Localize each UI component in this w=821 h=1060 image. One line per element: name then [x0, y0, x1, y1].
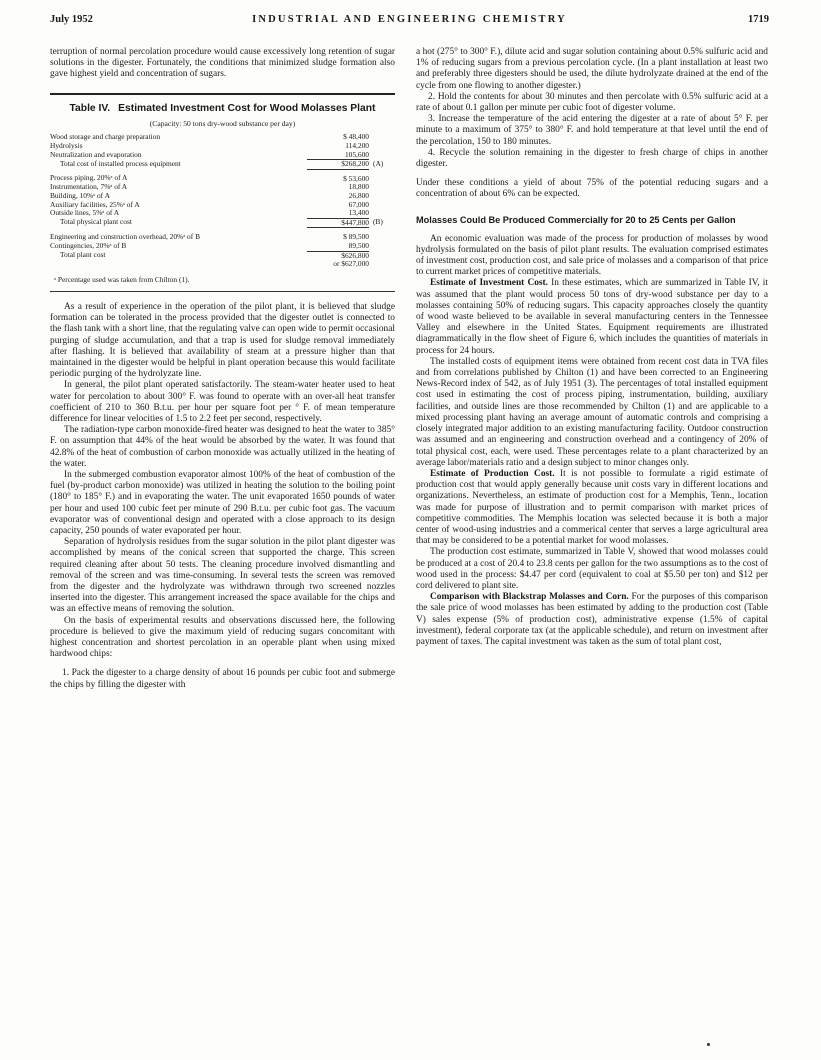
paragraph: As a result of experience in the operation of the pilot plant, it is believed that sludge formation can be tolerated in the process provided that the digester outlet is connected to the flash tank with a short line, that the regulating valve can open wide to permit occasional purging of sludge accumulation, and that a trap is used for sludge removal immediately after flashing. It is believed that availability of steam at a pressure higher than that maintained in the digester would be helpful in plant operation because this would facilitate periodic purging of the hydrolyzate line.	[50, 301, 395, 380]
table-iv	[50, 103, 395, 285]
run-in-heading: Comparison with Blackstrap Molasses and Corn.	[430, 592, 629, 603]
paragraph: The installed costs of equipment items were obtained from recent cost data in TVA files and from correlations published by Chilton (1) and have been corrected to an Engineering News-Record index of 542, as of July 1951 (3). The percentages of total installed equipment cost used in estimating the cost of process piping, instrumentation, building, auxiliary facilities, and outside lines are those recommended by Chilton (1) and are applicable to a mixed processing plant having an average amount of automatic controls and comprising a closely integrated major addition to an existing manufacturing facility. Outdoor construction was assumed and an engineering and construction overhead and a contingency of 20% of total physical cost, each, were used. These percentages relate to a plant characterized by an average labor/materials ratio and a design subject to minor changes only.	[416, 356, 768, 468]
table-row: or $627,000	[333, 259, 369, 269]
procedure-step: 1. Pack the digester to a charge density of about 16 pounds per cubic foot and submerge the chips by filling the digester with	[50, 668, 395, 690]
right-column	[416, 47, 768, 648]
issue-date: July 1952	[50, 14, 93, 25]
table-bottom-rule	[50, 291, 395, 292]
paragraph: The production cost estimate, summarized in Table V, showed that wood molasses could be produced at a cost of 20.4 to 23.8 cents per gallon for the two assumptions as to the cost of wood used in the process: $4.47 per cord (equivalent to coal at $5.50 per ton) and $12 per cord delivered to plant site.	[416, 547, 768, 591]
paragraph: Under these conditions a yield of about 75% of the potential reducing sugars and a concentration of about 6% can be expected.	[416, 178, 768, 200]
table-row: Total plant cost $626,800	[60, 250, 369, 260]
table-footnote: ᵃ Percentage used was taken from Chilton (1).	[54, 274, 190, 284]
paragraph: An economic evaluation was made of the process for production of molasses by wood hydrolysis formulated on the basis of pilot plant results. The evaluation comprised estimates of investment cost, production cost, and sale price of molasses and a comparison of that price to current market prices of competitive materials.	[416, 233, 768, 278]
run-in-heading: Estimate of Investment Cost.	[430, 278, 549, 289]
table-row: Contingencies, 20%ᵃ of B 89,500	[50, 240, 369, 250]
table-row: Auxiliary facilities, 25%ᵃ of A 67,000	[50, 199, 369, 209]
running-header	[50, 14, 769, 30]
left-column	[50, 47, 395, 691]
paragraph: In general, the pilot plant operated satisfactorily. The steam-water heater used to heat water for percolation to about 300° F. was found to operate with an over-all heat transfer coefficient of 210 to 360 B.t.u. per hour per square foot per ° F. of mean temperature difference for linear velocities of 1.5 to 2.2 feet per second, respectively.	[50, 380, 395, 424]
paragraph: Estimate of Production Cost. It is not possible to formulate a rigid estimate of production cost that would apply generally because unit costs vary in different locations and organizations. Nevertheless, an estimate of production cost for a Memphis, Tenn., location was made for purpose of illustration and to permit comparison with market prices of competitive commodities. The Memphis location was selected because it is both a major center of wood-using industries and a commerical center that serves a large agricultural area that may be considered to be a potential market for wood molasses.	[416, 468, 768, 547]
table-row: Wood storage and charge preparation $ 48,400	[50, 132, 369, 142]
table-row: Building, 10%ᵃ of A 26,800	[50, 190, 369, 200]
table-title	[50, 103, 395, 116]
table-row: Total physical plant cost $447,800 (B)	[60, 217, 383, 227]
table-label: Table IV.	[69, 102, 111, 114]
paragraph: terruption of normal percolation procedure would cause excessively long retention of sugar solutions in the digester. Fortunately, the conditions that minimized sludge formation also gave highest yield and concentration of sugars.	[50, 47, 395, 80]
table-capacity-note: (Capacity: 50 tons dry-wood substance per day)	[149, 119, 296, 129]
table-row: Outside lines, 5%ᵃ of A 13,400	[50, 208, 369, 218]
paragraph: The radiation-type carbon monoxide-fired heater was designed to heat the water to 385° F. on assumption that 44% of the heat would be absorbed by the water. It was found that 42.8% of the heat of combustion of carbon monoxide was actually utilized in the heating of the water.	[50, 425, 395, 469]
paragraph: Estimate of Investment Cost. In these estimates, which are summarized in Table IV, it was assumed that the plant would process 50 tons of dry-wood substance per day to a molasses containing 50% of reducing sugars. This capacity approaches closely the quantity of wood waste believed to be available in several manufacturing centers in the Tennessee Valley and elsewhere in the United States. Equipment requirements are illustrated diagrammatically in the flow sheet of Figure 6, which includes the quantities of materials in process for 24 hours.	[416, 278, 768, 356]
table-row: Total cost of installed process equipment $268,200 (A)	[60, 158, 384, 169]
table-caption: Estimated Investment Cost for Wood Molasses Plant	[118, 102, 376, 114]
procedure-step: 3. Increase the temperature of the acid entering the digester at a rate of about 5° F. per minute to a maximum of 375° to 380° F. and hold temperature at that level until the end of the percolation, 150 to 180 minutes.	[416, 114, 768, 147]
procedure-step: 2. Hold the contents for about 30 minutes and then percolate with 0.5% sulfuric acid at a rate of about 0.1 gallon per minute per cubic foot of digester volume.	[416, 91, 768, 114]
paragraph: a hot (275° to 300° F.), dilute acid and sugar solution containing about 0.5% sulfuric acid and 1% of reducing sugars from a previous percolation cycle. (In a plant installation at least two and preferably three digesters should be used, the dilute hydrolyzate drained at the end of the cycle from one flowing to another digester.)	[416, 47, 768, 91]
table-row: Engineering and construction overhead, 20%ᵃ of B $ 89,500	[50, 231, 369, 242]
paragraph: On the basis of experimental results and observations discussed here, the following procedure is believed to give the maximum yield of reducing sugars concomitant with highest concentration and shortest percolation in an operable plant when using mixed hardwood chips:	[50, 615, 395, 660]
run-in-heading: Estimate of Production Cost.	[430, 468, 555, 479]
paragraph: In the submerged combustion evaporator almost 100% of the heat of combustion of the fuel (by-product carbon monoxide) was utilized in heating the solution to the boiling point (180° to 185° F.) and in evaporating the water. The unit evaporated 1650 pounds of water per hour and used 100 cubic feet per minute of 290 B.t.u. per cubic foot gas. The vacuum evaporator was of conventional design and operated with a close approach to its design capacity, 250 pounds of water evaporated per hour.	[50, 469, 395, 536]
section-heading: Molasses Could Be Produced Commercially for 20 to 25 Cents per Gallon	[416, 214, 736, 225]
table-row: Process piping, 20%ᵃ of A $ 53,600	[50, 173, 369, 183]
procedure-step: 4. Recycle the solution remaining in the digester to fresh charge of chips in another digester.	[416, 147, 768, 170]
table-top-rule	[50, 93, 395, 95]
cost-table	[50, 133, 395, 268]
print-speck	[707, 1043, 710, 1046]
paragraph: Comparison with Blackstrap Molasses and Corn. For the purposes of this comparison the sale price of wood molasses has been estimated by adding to the production cost (Table V) sales expense (5% of production cost), administrative expense (1.5% of capital investment), federal corporate tax (at the applicable schedule), and return on investment after payment of taxes. The capital investment was taken as the sum of total plant cost,	[416, 592, 768, 647]
page-number: 1719	[748, 14, 769, 25]
paragraph: Separation of hydrolysis residues from the sugar solution in the pilot plant digester was accomplished by means of the conical screen that supported the charge. This screen required cleaning after about 50 tests. The cleaning procedure involved dismantling and removal of the screen and was time-consuming. In several tests the screen was removed from the digester and the hydrolyzate was withdrawn through two screened nozzles inserted into the digester. This arrangement increased the space available for the chips and was an effective means of removing the solution.	[50, 537, 395, 615]
table-row: Hydrolysis 114,200	[50, 141, 369, 150]
table-row: Instrumentation, 7%ᵃ of A 18,800	[50, 182, 369, 192]
table-row: Neutralization and evaporation 105,600	[50, 149, 369, 159]
journal-title: INDUSTRIAL AND ENGINEERING CHEMISTRY	[252, 14, 567, 25]
